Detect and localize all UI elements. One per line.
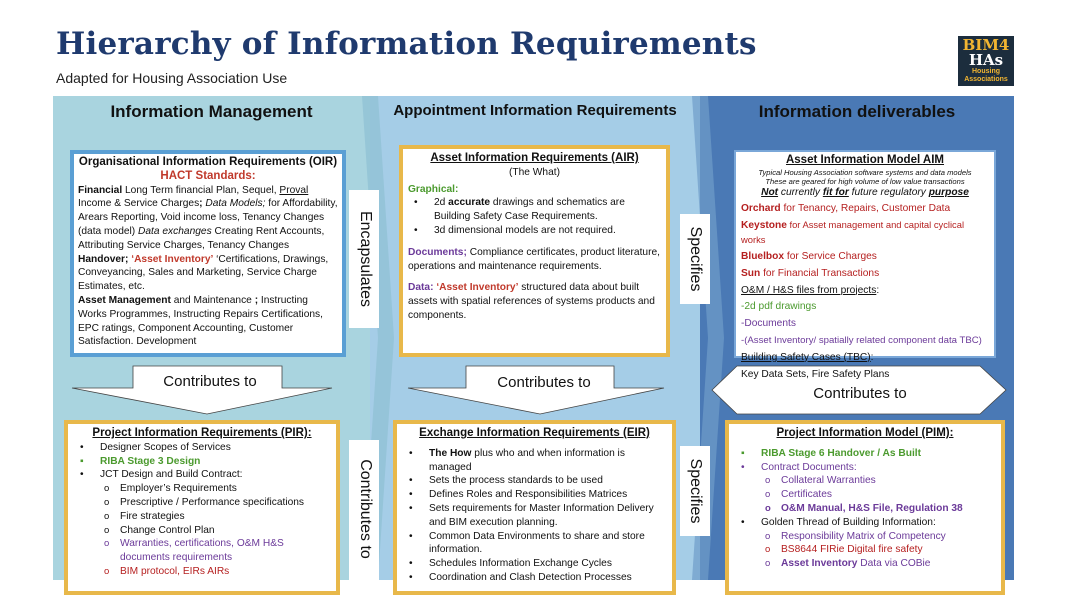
list-item: o Warranties, certifications, O&M H&S documents requirements — [74, 537, 330, 565]
specifies-bottom-label: Specifies — [687, 458, 704, 524]
oir-title: Organisational Information Requirements (OIR) — [78, 156, 338, 168]
list-item: • Designer Scopes of Services — [74, 441, 330, 455]
logo-line3: Housing — [972, 68, 1000, 75]
list-item: o Employer’s Requirements — [74, 482, 330, 496]
oir-box — [70, 150, 346, 357]
contributes-label-middle: Contributes to — [497, 374, 591, 391]
aim-orchard: Orchard for Tenancy, Repairs, Customer Data — [741, 202, 951, 214]
oir-handover: Handover; ‘Asset Inventory’ ‘Certifications, Drawings, Conveyancing, Sales and Marketing, Service Charge Estimates, etc. — [78, 253, 329, 293]
pim-box — [725, 420, 1005, 595]
aim-om: O&M / H&S files from projects: — [741, 284, 880, 296]
list-item: • JCT Design and Build Contract: — [74, 468, 330, 482]
pim-list — [735, 447, 995, 571]
logo-line2: HAs — [968, 51, 1004, 69]
page-title: Hierarchy of Information Requirements — [56, 26, 757, 62]
eir-box — [393, 420, 676, 595]
list-item: o Asset Inventory Data via COBie — [735, 557, 995, 571]
aim-bsc: Building Safety Cases (TBC): — [741, 351, 874, 363]
aim-keystone: Keystone for Asset management and capital cyclical works — [741, 219, 965, 246]
air-graphical-list — [408, 196, 661, 237]
encapsulates-label: Encapsulates — [357, 210, 374, 308]
oir-asset-management: Asset Management and Maintenance ; Instructing Works Programmes, Instructing Repairs Certifications, EPC ratings, Component Accounting, Customer Satisfaction. Development — [78, 294, 323, 348]
list-item: • Coordination and Clash Detection Processes — [403, 571, 666, 585]
aim-box — [734, 150, 996, 380]
list-item: ▪ RIBA Stage 6 Handover / As Built — [735, 447, 995, 461]
air-data: Data: ‘Asset Inventory’ structured data about built assets with spatial references of systems products and components. — [408, 282, 655, 321]
hact-standards: HACT Standards: — [160, 169, 256, 182]
page-subtitle: Adapted for Housing Association Use — [56, 70, 288, 86]
list-item: o Change Control Plan — [74, 524, 330, 538]
list-item: • The How plus who and when information is managed — [403, 447, 666, 475]
pir-title: Project Information Requirements (PIR): — [92, 427, 312, 439]
contributes-side-label: Contributes to — [357, 459, 374, 559]
list-item: • Schedules Information Exchange Cycles — [403, 557, 666, 571]
column-heading-deliverables: Information deliverables — [758, 102, 956, 121]
list-item: • Sets the process standards to be used — [403, 474, 666, 488]
column-heading-appointment: Appointment Information Requirements — [393, 102, 677, 119]
list-item: o Prescriptive / Performance specifications — [74, 496, 330, 510]
list-item: o Certificates — [735, 488, 995, 502]
air-title: Asset Information Requirements (AIR) — [430, 152, 639, 164]
column-heading-management: Information Management — [110, 102, 313, 121]
specifies-top-label: Specifies — [687, 226, 704, 292]
pir-box — [64, 420, 340, 595]
air-box — [399, 145, 670, 357]
list-item: • Contract Documents: — [735, 461, 995, 475]
aim-title: Asset Information Model AIM — [785, 154, 945, 166]
list-item: • Defines Roles and Responsibilities Matrices — [403, 488, 666, 502]
air-documents: Documents; Compliance certificates, product literature, operations and maintenance requirements. — [408, 246, 660, 272]
aim-sun: Sun for Financial Transactions — [741, 267, 880, 279]
oir-financial: Financial Long Term financial Plan, Sequel, Proval Income & Service Charges; Data Models; for Affordability, Arears Reporting, Void income loss, Tenancy Changes (data model) Data exchanges Creating Rent Accounts, Attributing Service Charges, Tenancy Changes — [78, 184, 338, 251]
list-item: o BS8644 FIRie Digital fire safety — [735, 543, 995, 557]
aim-docs: -Documents — [741, 318, 796, 330]
list-item: ▪ RIBA Stage 3 Design — [74, 455, 330, 469]
logo-line1: BIM4 — [962, 36, 1010, 54]
aim-note2: These are geared for high volume of low value transactions — [765, 176, 965, 186]
list-item: o Responsibility Matrix of Competency — [735, 530, 995, 544]
aim-bluelbox: Bluelbox for Service Charges — [741, 250, 877, 262]
aim-inventory: -(Asset Inventory/ spatially related component data TBC) — [741, 334, 982, 346]
list-item: o Collateral Warranties — [735, 474, 995, 488]
aim-keydata: Key Data Sets, Fire Safety Plans — [741, 368, 890, 380]
list-item: • Common Data Environments to share and store information. — [403, 530, 666, 558]
contributes-label-left: Contributes to — [163, 373, 257, 390]
pir-list — [74, 441, 330, 579]
list-item: o BIM protocol, EIRs AIRs — [74, 565, 330, 579]
list-item: • Golden Thread of Building Information: — [735, 516, 995, 530]
air-graphical: Graphical: — [408, 183, 459, 195]
contributes-label-right: Contributes to — [813, 385, 907, 402]
list-item: o Fire strategies — [74, 510, 330, 524]
aim-pdf: -2d pdf drawings — [741, 301, 817, 313]
list-item: o O&M Manual, H&S File, Regulation 38 — [735, 502, 995, 516]
eir-title: Exchange Information Requirements (EIR) — [419, 427, 650, 439]
logo-line4: Associations — [964, 76, 1008, 83]
aim-note1: Typical Housing Association software systems and data models — [758, 167, 972, 177]
air-subtitle: (The What) — [509, 166, 560, 178]
pim-title: Project Information Model (PIM): — [776, 427, 954, 439]
aim-not-fit: Not currently fit for future regulatory purpose — [761, 186, 969, 198]
eir-list — [403, 447, 666, 585]
list-item: • 2d accurate drawings and schematics are Building Safety Case Requirements. — [408, 196, 661, 224]
list-item: • Sets requirements for Master Information Delivery and BIM execution planning. — [403, 502, 666, 530]
list-item: • 3d dimensional models are not required. — [408, 224, 661, 238]
